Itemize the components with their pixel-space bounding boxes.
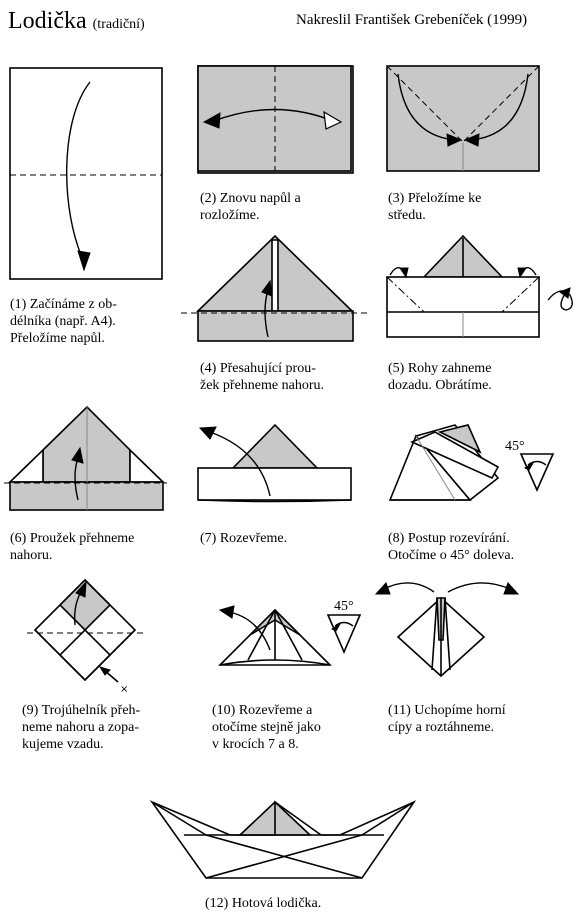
rotate-45-icon-step-8 xyxy=(521,454,553,490)
step-10-diagram xyxy=(220,606,330,665)
rotation-label-step-8: 45° xyxy=(505,439,525,454)
step-6-diagram xyxy=(4,407,167,510)
rotation-label-step-10: 45° xyxy=(334,599,354,614)
step-4-caption: (4) Přesahující prou- žek přehneme nahoru. xyxy=(200,361,324,393)
step-3-caption: (3) Přeložíme ke středu. xyxy=(388,191,482,223)
step-2-diagram xyxy=(198,66,353,173)
step-11-diagram xyxy=(376,583,518,676)
step-11-caption: (11) Uchopíme horní cípy a roztáhneme. xyxy=(388,703,506,735)
step-1-diagram xyxy=(10,68,162,279)
step-9-caption: (9) Trojúhelník přeh- neme nahoru a zopa- kujeme vzadu. xyxy=(22,703,141,752)
author-credit: Nakreslil František Grebeníček (1999) xyxy=(296,12,528,28)
step-8-diagram xyxy=(390,425,498,500)
step-4-diagram xyxy=(181,236,368,341)
step-6-caption: (6) Proužek přehneme nahoru. xyxy=(10,531,135,563)
step-3-diagram xyxy=(387,66,539,171)
step-7-diagram xyxy=(198,425,351,502)
step-7-caption: (7) Rozevřeme. xyxy=(200,531,288,546)
step-10-caption: (10) Rozevřeme a otočíme stejně jako v krocích 7 a 8. xyxy=(212,703,321,752)
rotate-45-icon-step-10 xyxy=(328,615,360,652)
title-note: (tradiční) xyxy=(92,17,145,32)
step-9-diagram xyxy=(27,580,143,695)
step-1-caption: (1) Začínáme z ob- délníka (např. A4). Přeložíme napůl. xyxy=(10,297,117,346)
svg-text:×: × xyxy=(120,684,129,695)
step-12-diagram xyxy=(152,802,414,878)
step-5-diagram xyxy=(387,236,572,337)
step-12-caption: (12) Hotová lodička. xyxy=(205,896,322,911)
title-main: Lodička xyxy=(8,8,87,34)
step-8-caption: (8) Postup rozevírání. Otočíme o 45° doleva. xyxy=(388,531,515,563)
step-2-caption: (2) Znovu napůl a rozložíme. xyxy=(200,191,301,223)
step-5-caption: (5) Rohy zahneme dozadu. Obrátíme. xyxy=(388,361,492,393)
